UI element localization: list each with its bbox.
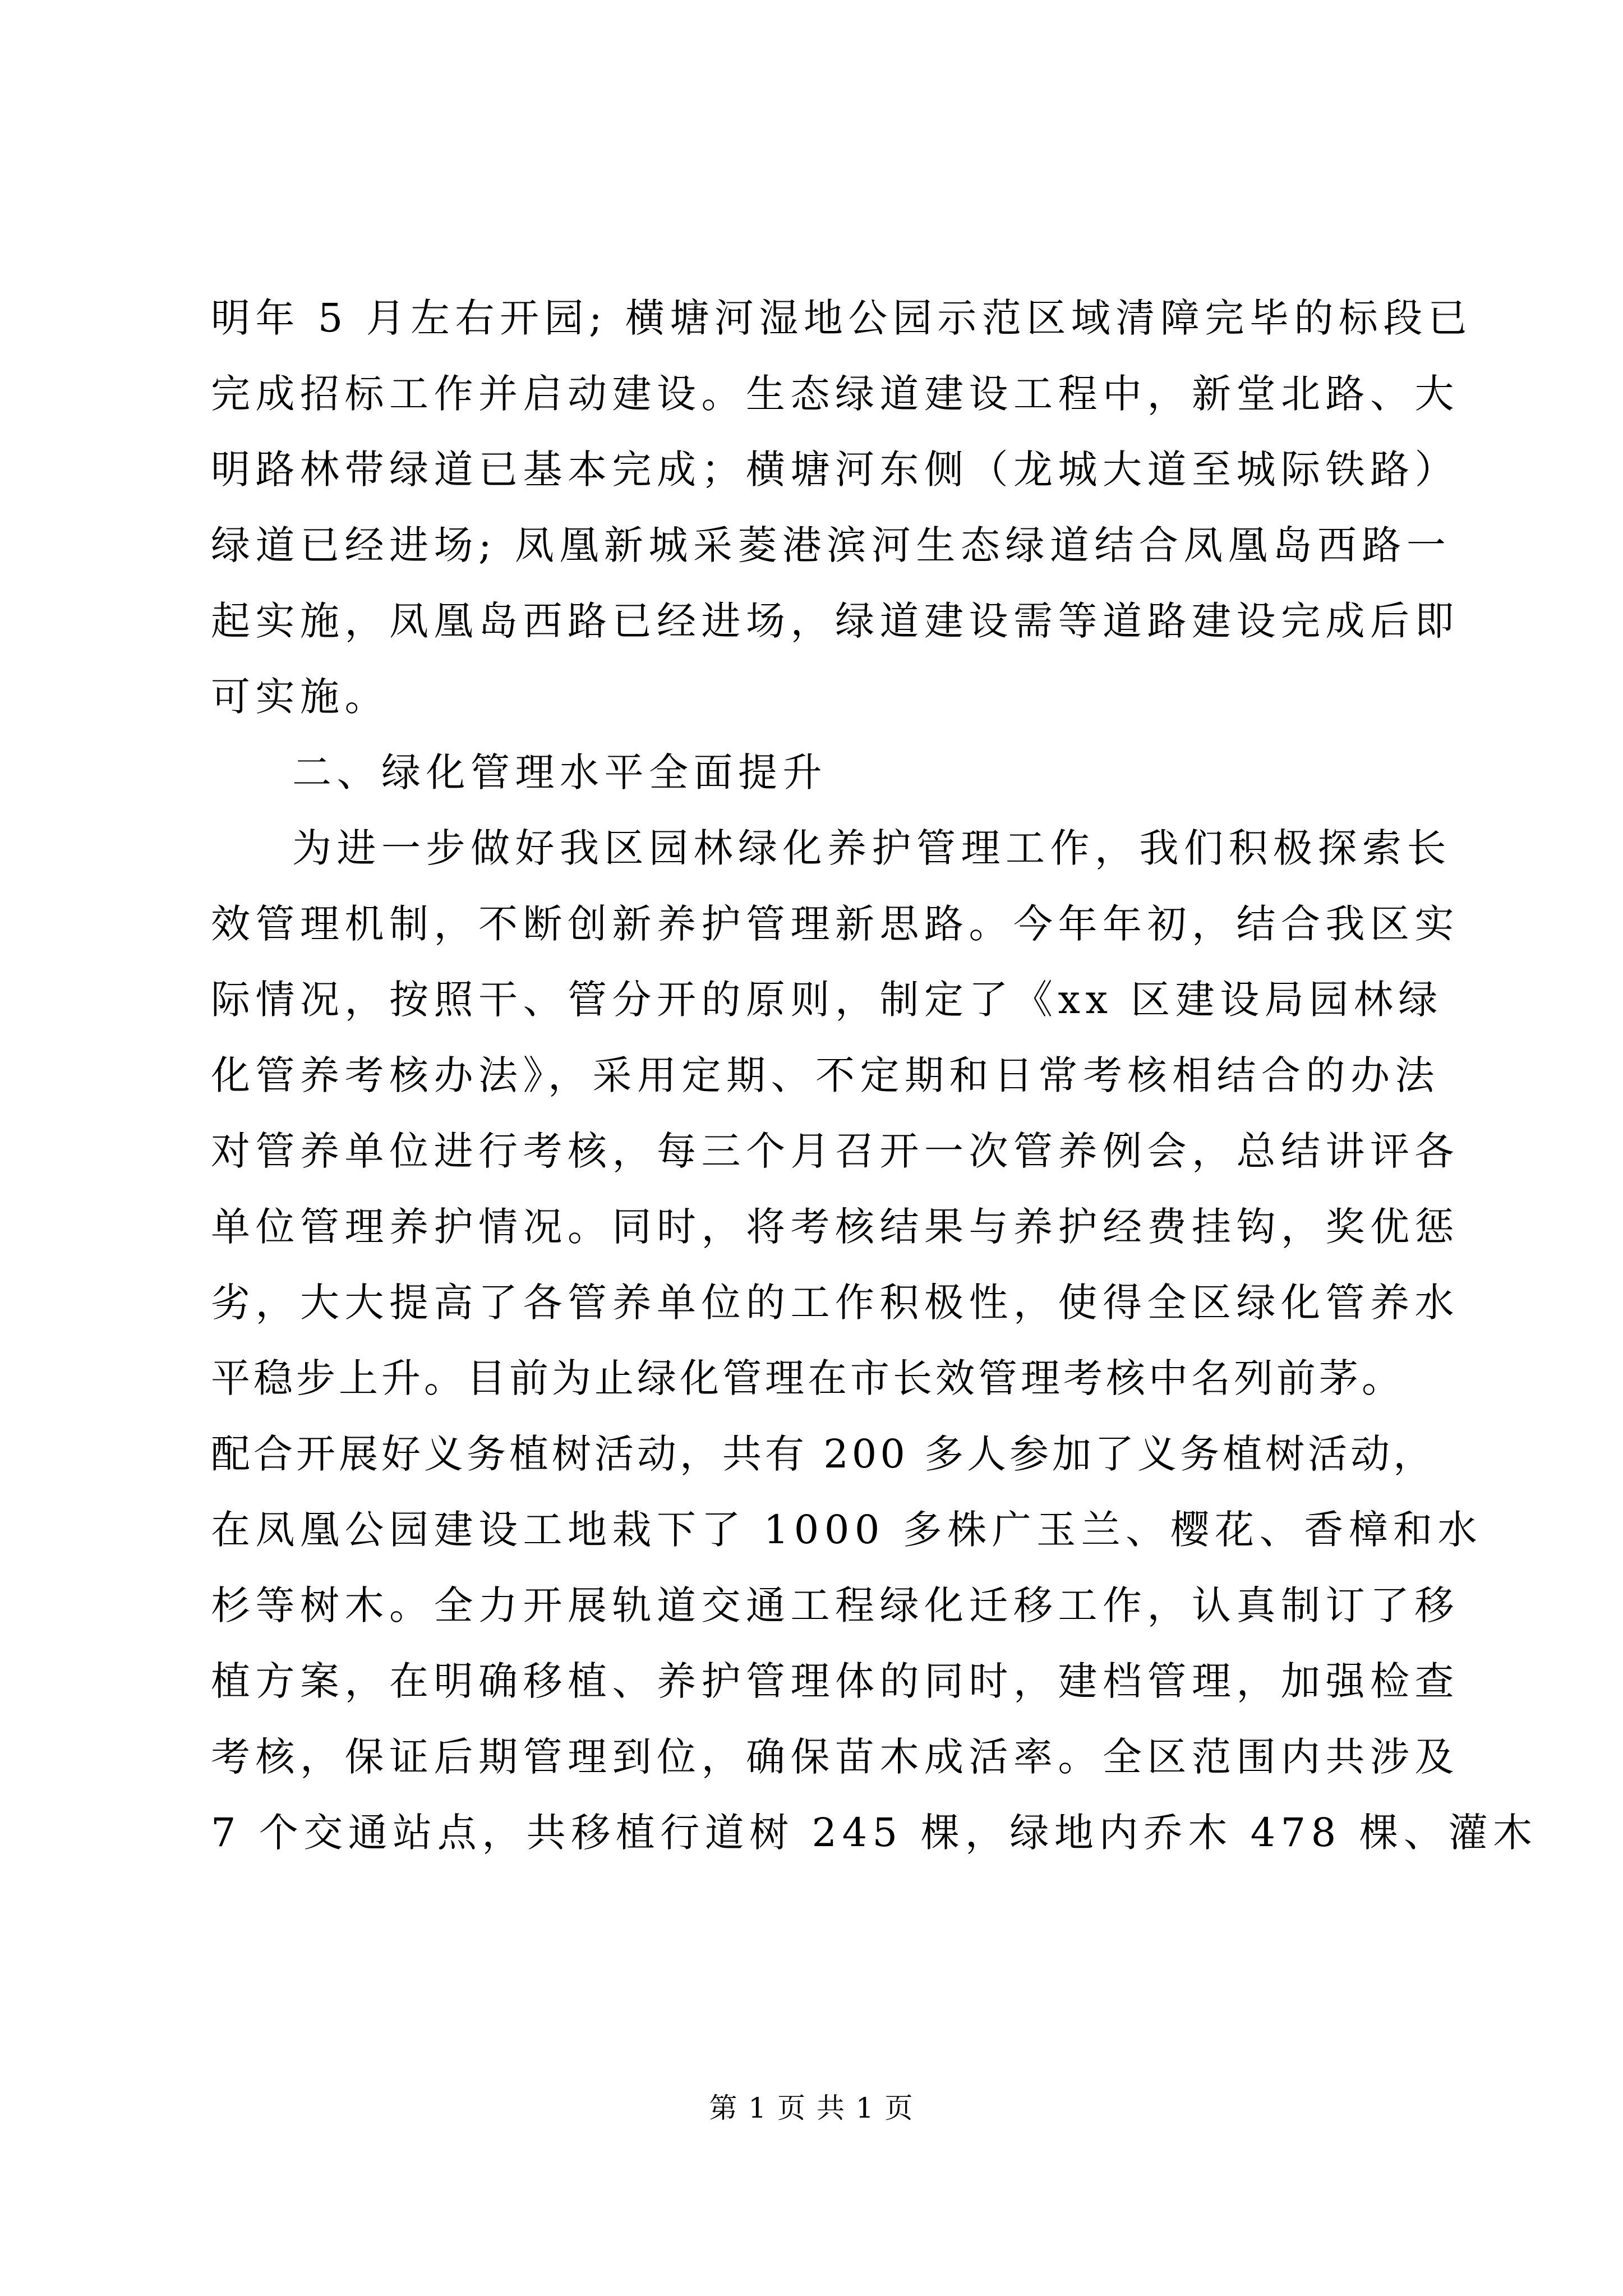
text-line: 配合开展好义务植树活动，共有 200 多人参加了义务植树活动， [211, 1431, 1436, 1477]
text-line: 可实施。 [211, 674, 389, 720]
text-line: 完成招标工作并启动建设。生态绿道建设工程中，新堂北路、大 [211, 371, 1459, 417]
text-line: 明路林带绿道已基本完成；横塘河东侧（龙城大道至城际铁路） [211, 447, 1459, 493]
text-line: 效管理机制，不断创新养护管理新思路。今年年初，结合我区实 [211, 901, 1459, 947]
text-line: 考核，保证后期管理到位，确保苗木成活率。全区范围内共涉及 [211, 1734, 1459, 1780]
text-line: 单位管理养护情况。同时，将考核结果与养护经费挂钩，奖优惩 [211, 1204, 1459, 1250]
text-line: 劣，大大提高了各管养单位的工作积极性，使得全区绿化管养水 [211, 1280, 1459, 1326]
text-line: 7 个交通站点，共移植行道树 245 棵，绿地内乔木 478 棵、灌木 [211, 1810, 1538, 1856]
paragraph-first-line: 为进一步做好我区园林绿化养护管理工作，我们积极探索长 [292, 825, 1451, 871]
text-line: 杉等树木。全力开展轨道交通工程绿化迁移工作，认真制订了移 [211, 1582, 1459, 1628]
page-footer: 第 1 页 共 1 页 [709, 2092, 914, 2124]
text-line: 绿道已经进场; 凤凰新城采菱港滨河生态绿道结合凤凰岛西路一 [211, 522, 1451, 568]
text-line: 化管养考核办法》，采用定期、不定期和日常考核相结合的办法 [211, 1052, 1440, 1098]
section-heading: 二、绿化管理水平全面提升 [292, 749, 827, 795]
text-line: 在凤凰公园建设工地栽下了 1000 多株广玉兰、樱花、香樟和水 [211, 1507, 1483, 1553]
text-line: 起实施，凤凰岛西路已经进场，绿道建设需等道路建设完成后即 [211, 598, 1459, 644]
text-line: 明年 5 月左右开园; 横塘河湿地公园示范区域清障完毕的标段已 [211, 295, 1473, 341]
body-text [211, 280, 1538, 1871]
text-line: 植方案，在明确移植、养护管理体的同时，建档管理，加强检查 [211, 1658, 1459, 1704]
text-line: 对管养单位进行考核，每三个月召开一次管养例会，总结讲评各 [211, 1128, 1459, 1174]
text-line: 际情况，按照干、管分开的原则，制定了《xx 区建设局园林绿 [211, 977, 1443, 1023]
text-line: 平稳步上升。目前为止绿化管理在市长效管理考核中名列前茅。 [211, 1355, 1404, 1401]
